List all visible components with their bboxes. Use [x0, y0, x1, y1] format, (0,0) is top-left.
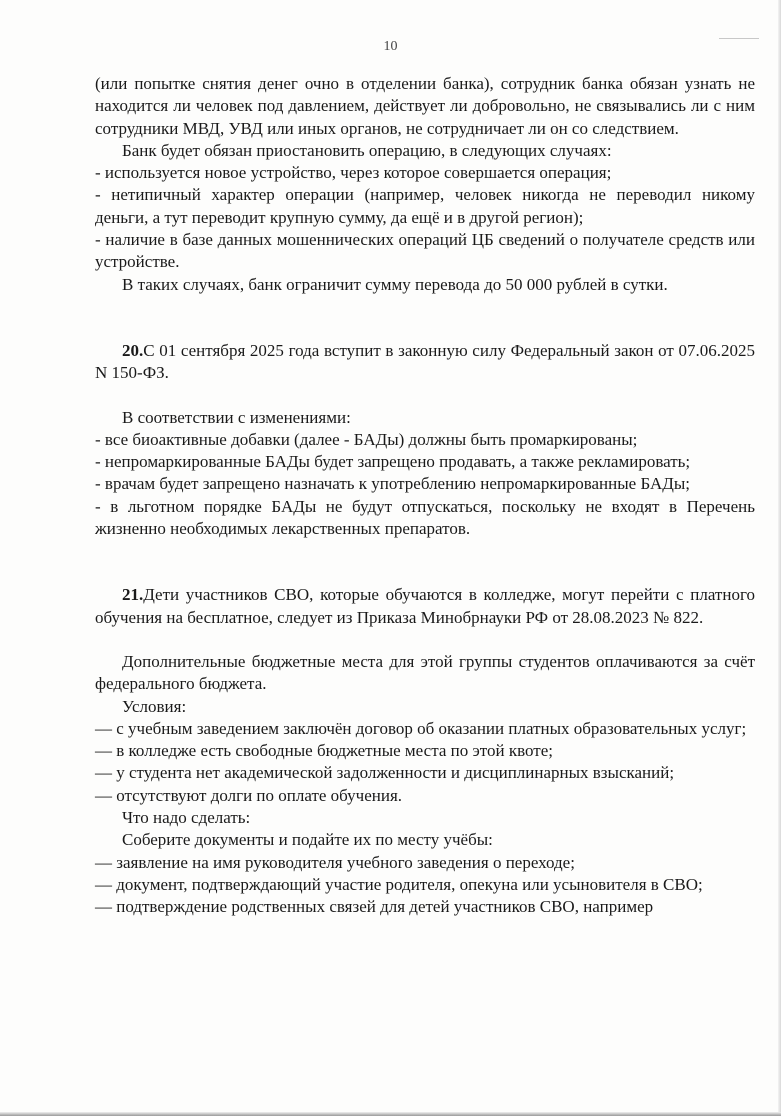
paragraph-bank-interview: (или попытке снятия денег очно в отделении банка), сотрудник банка обязан узнать не находится ли человек под давлением, действует ли добровольно, не связывались ли с ним сотрудники МВД, УВД или иных органов, не сотрудничает ли он со следствием. [95, 74, 755, 138]
list-item: - нетипичный характер операции (например, человек никогда не переводил никому деньги, а тут переводит крупную сумму, да ещё и в другой регион); [95, 185, 755, 227]
list-item: — в колледже есть свободные бюджетные места по этой квоте; [95, 741, 553, 761]
section-21-text: Дети участников СВО, которые обучаются в колледже, могут перейти с платного обучения на бесплатное, следует из Приказа Минобрнауки РФ от 28.08.2023 № 822. [95, 585, 755, 627]
todo-title: Что надо сделать: [122, 808, 251, 828]
section-20-intro: В соответствии с изменениями: [122, 407, 351, 427]
scan-bottom-shadow [0, 1112, 781, 1116]
section-number: 20. [122, 340, 144, 360]
list-item: — у студента нет академической задолженности и дисциплинарных взысканий; [95, 763, 675, 783]
paragraph-transfer-limit: В таких случаях, банк ограничит сумму перевода до 50 000 рублей в сутки. [122, 274, 668, 294]
list-item: — документ, подтверждающий участие родителя, опекуна или усыновителя в СВО; [95, 874, 703, 894]
list-item: — с учебным заведением заключён договор об оказании платных образовательных услуг; [95, 718, 747, 738]
list-item: — заявление на имя руководителя учебного заведения о переходе; [95, 852, 575, 872]
section-21-heading [95, 584, 755, 629]
list-item: - в льготном порядке БАДы не будут отпускаться, поскольку не входят в Перечень жизненно необходимых лекарственных препаратов. [95, 496, 755, 539]
section-20-text: С 01 сентября 2025 года вступит в законную силу Федеральный закон от 07.06.2025 N 150-ФЗ. [95, 340, 755, 383]
conditions-title: Условия: [122, 696, 187, 716]
section-20-heading [95, 340, 755, 385]
list-item: — подтверждение родственных связей для детей участников СВО, например [95, 897, 654, 917]
section-21-budget: Дополнительные бюджетные места для этой группы студентов оплачиваются за счёт федерального бюджета. [95, 651, 755, 694]
list-item: — отсутствуют долги по оплате обучения. [95, 785, 403, 805]
list-item: - используется новое устройство, через которое совершается операция; [95, 163, 612, 183]
paragraph-suspend-intro: Банк будет обязан приостановить операцию, в следующих случаях: [122, 140, 612, 160]
page-content [95, 73, 755, 919]
todo-intro: Соберите документы и подайте их по месту учёбы: [122, 830, 493, 850]
section-number: 21. [122, 585, 144, 605]
list-item: - наличие в базе данных мошеннических операций ЦБ сведений о получателе средств или устройстве. [95, 230, 755, 272]
page-number: 10 [383, 39, 398, 54]
list-item: - врачам будет запрещено назначать к употреблению непромаркированные БАДы; [95, 474, 691, 494]
list-item: - непромаркированные БАДы будет запрещено продавать, а также рекламировать; [95, 452, 691, 472]
list-item: - все биоактивные добавки (далее - БАДы) должны быть промаркированы; [95, 429, 638, 449]
